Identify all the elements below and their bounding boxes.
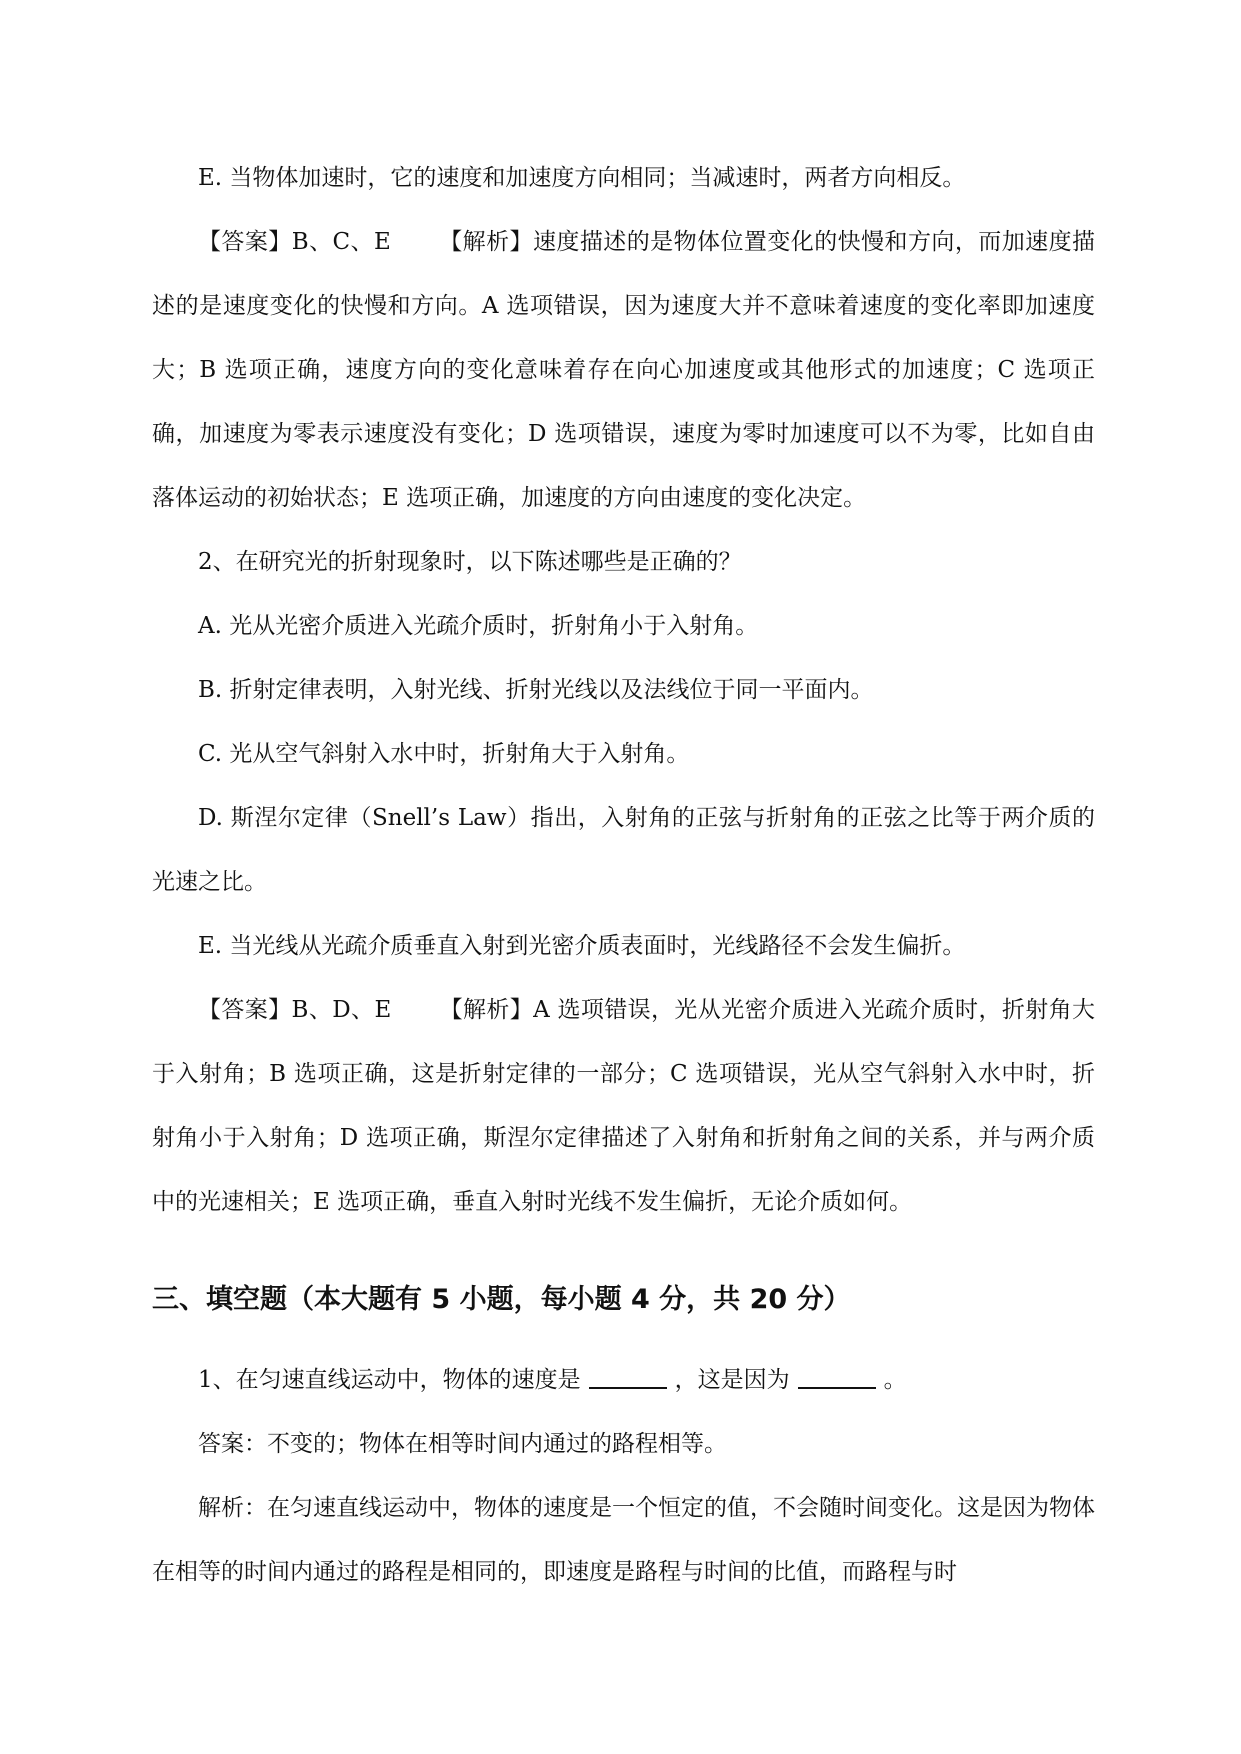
fill-blank-2 — [798, 1365, 876, 1389]
q2-option-b: B. 折射定律表明，入射光线、折射光线以及法线位于同一平面内。 — [198, 677, 874, 703]
fill-q1-answer: 答案：不变的；物体在相等时间内通过的路程相等。 — [198, 1431, 727, 1457]
q1-analysis-label: 【解析】 — [438, 229, 533, 255]
q1-option-e: E. 当物体加速时，它的速度和加速度方向相同；当减速时，两者方向相反。 — [198, 165, 966, 191]
q2-question: 2、在研究光的折射现象时，以下陈述哪些是正确的？ — [198, 549, 742, 575]
q2-analysis-text: A 选项错误，光从光密介质进入光疏介质时，折射角大于入射角；B 选项正确，这是折射定律的一部分；C 选项错误，光从空气斜射入水中时，折射角小于入射角；D 选项正确，斯涅尔定律描述了入射角和折射角之间的关系，并与两介质中的光速相关；E 选项正确，垂直入射时光线不发生偏折，无论介质如何。 — [152, 997, 1095, 1215]
fill-q1-analysis: 解析：在匀速直线运动中，物体的速度是一个恒定的值，不会随时间变化。这是因为物体在相等的时间内通过的路程是相同的，即速度是路程与时间的比值，而路程与时 — [152, 1495, 1095, 1585]
section-heading: 三、填空题（本大题有 5 小题，每小题 4 分，共 20 分） — [152, 1284, 851, 1315]
fill-question-1 — [152, 1348, 1095, 1412]
q2-option-d: D. 斯涅尔定律（Snell’s Law）指出，入射角的正弦与折射角的正弦之比等于两介质的光速之比。 — [152, 805, 1095, 895]
q2-answer-analysis — [152, 978, 1095, 1234]
q2-option-c: C. 光从空气斜射入水中时，折射角大于入射角。 — [198, 741, 690, 767]
q1-answer-analysis — [152, 210, 1095, 530]
document-content — [152, 146, 1095, 1604]
fill-q1-part1: 1、在匀速直线运动中，物体的速度是 — [198, 1367, 581, 1393]
fill-blank-1 — [589, 1365, 667, 1389]
q1-answer: 【答案】B、C、E — [198, 229, 391, 255]
fill-q1-part2: ，这是因为 — [674, 1367, 790, 1393]
q2-option-a: A. 光从光密介质进入光疏介质时，折射角小于入射角。 — [198, 613, 759, 639]
q2-option-e: E. 当光线从光疏介质垂直入射到光密介质表面时，光线路径不会发生偏折。 — [198, 933, 966, 959]
q2-answer: 【答案】B、D、E — [198, 997, 392, 1023]
q2-analysis-label: 【解析】 — [439, 997, 534, 1023]
fill-q1-part3: 。 — [883, 1367, 907, 1393]
q1-analysis-text: 速度描述的是物体位置变化的快慢和方向，而加速度描述的是速度变化的快慢和方向。A 选项错误，因为速度大并不意味着速度的变化率即加速度大；B 选项正确，速度方向的变化意味着存在向心加速度或其他形式的加速度；C 选项正确，加速度为零表示速度没有变化；D 选项错误，速度为零时加速度可以不为零，比如自由落体运动的初始状态；E 选项正确，加速度的方向由速度的变化决定。 — [152, 229, 1096, 511]
